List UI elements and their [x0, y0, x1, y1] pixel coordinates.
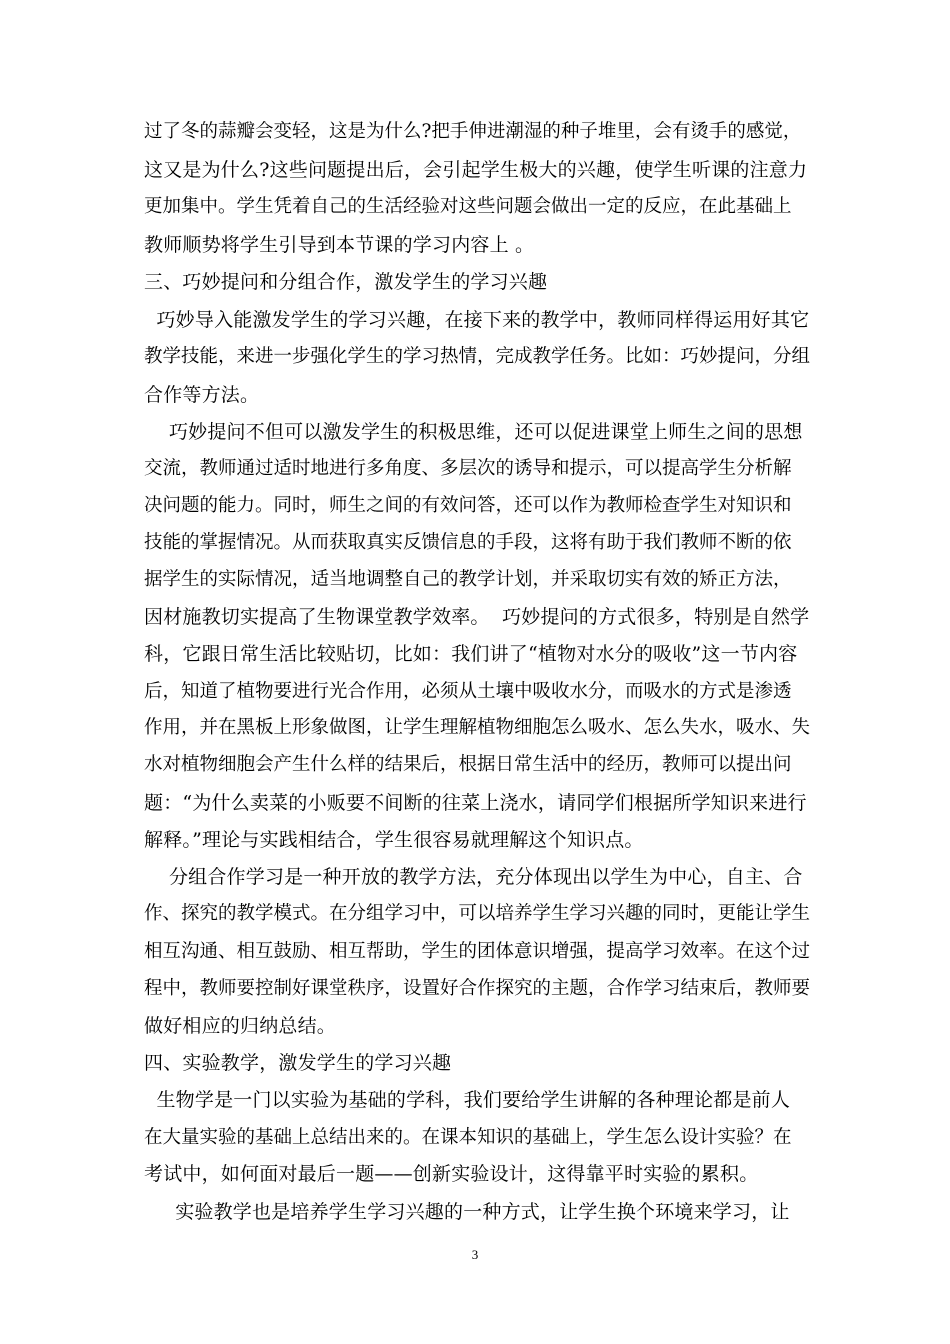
- text-line: 合作等方法。: [144, 384, 260, 406]
- text-line: 分组合作学习是一种开放的教学方法，充分体现出以学生为中心，自主、合: [144, 866, 803, 888]
- text-line: 三、巧妙提问和分组合作，激发学生的学习兴趣: [144, 271, 548, 293]
- text-line: 据学生的实际情况，适当地调整自己的教学计划，并采取切实有效的矫正方法，: [144, 569, 792, 590]
- page-number: 3: [471, 1247, 479, 1262]
- text-line: 这又是为什么?这些问题提出后，会引起学生极大的兴趣，使学生听课的注意力: [144, 159, 808, 181]
- text-line: 后，知道了植物要进行光合作用，必须从土壤中吸收水分，而吸水的方式是渗透: [144, 681, 792, 702]
- text-line: 因材施教切实提高了生物课堂教学效率。 巧妙提问的方式很多，特别是自然学: [144, 606, 810, 628]
- text-line: 更加集中。学生凭着自己的生活经验对这些问题会做出一定的反应，在此基础上: [144, 196, 792, 217]
- text-line: 相互沟通、相互鼓励、相互帮助，学生的团体意识增强，提高学习效率。在这个过: [144, 941, 811, 962]
- text-line: 教学技能，来进一步强化学生的学习热情，完成教学任务。比如：巧妙提问，分组: [144, 346, 811, 367]
- text-line: 程中，教师要控制好课堂秩序，设置好合作探究的主题，合作学习结束后，教师要: [144, 978, 811, 999]
- text-line: 巧妙导入能激发学生的学习兴趣，在接下来的教学中，教师同样得运用好其它: [144, 309, 810, 331]
- text-line: 决问题的能力。同时，师生之间的有效问答，还可以作为教师检查学生对知识和: [144, 495, 792, 516]
- text-line: 作、探究的教学模式。在分组学习中，可以培养学生学习兴趣的同时，更能让学生: [144, 903, 811, 924]
- text-line: 四、实验教学，激发学生的学习兴趣: [144, 1052, 452, 1074]
- text-line: 科，它跟日常生活比较贴切，比如：我们讲了“植物对水分的吸收”这一节内容: [144, 643, 798, 665]
- text-line: 解释。”理论与实践相结合，学生很容易就理解这个知识点。: [144, 829, 644, 851]
- text-line: 技能的掌握情况。从而获取真实反馈信息的手段，这将有助于我们教师不断的依: [144, 532, 792, 553]
- text-line: 过了冬的蒜瓣会变轻，这是为什么?把手伸进潮湿的种子堆里，会有烫手的感觉，: [144, 121, 802, 142]
- text-line: 交流，教师通过适时地进行多角度、多层次的诱导和提示，可以提高学生分析解: [144, 458, 792, 479]
- text-line: 在大量实验的基础上总结出来的。在课本知识的基础上，学生怎么设计实验？在: [144, 1127, 792, 1148]
- text-line: 水对植物细胞会产生什么样的结果后，根据日常生活中的经历，教师可以提出问: [144, 754, 792, 775]
- text-line: 实验教学也是培养学生学习兴趣的一种方式，让学生换个环境来学习，让: [144, 1201, 790, 1223]
- text-line: 作用，并在黑板上形象做图，让学生理解植物细胞怎么吸水、怎么失水，吸水、失: [144, 717, 811, 738]
- text-line: 巧妙提问不但可以激发学生的积极思维，还可以促进课堂上师生之间的思想: [144, 421, 803, 443]
- text-line: 题：“为什么卖菜的小贩要不间断的往菜上浇水，请同学们根据所学知识来进行: [144, 792, 807, 814]
- text-line: 生物学是一门以实验为基础的学科，我们要给学生讲解的各种理论都是前人: [144, 1089, 791, 1111]
- text-line: 教师顺势将学生引导到本节课的学习内容上 。: [144, 234, 535, 256]
- text-line: 做好相应的归纳总结。: [144, 1015, 337, 1037]
- text-line: 考试中，如何面对最后一题——创新实验设计，这得靠平时实验的累积。: [144, 1163, 759, 1185]
